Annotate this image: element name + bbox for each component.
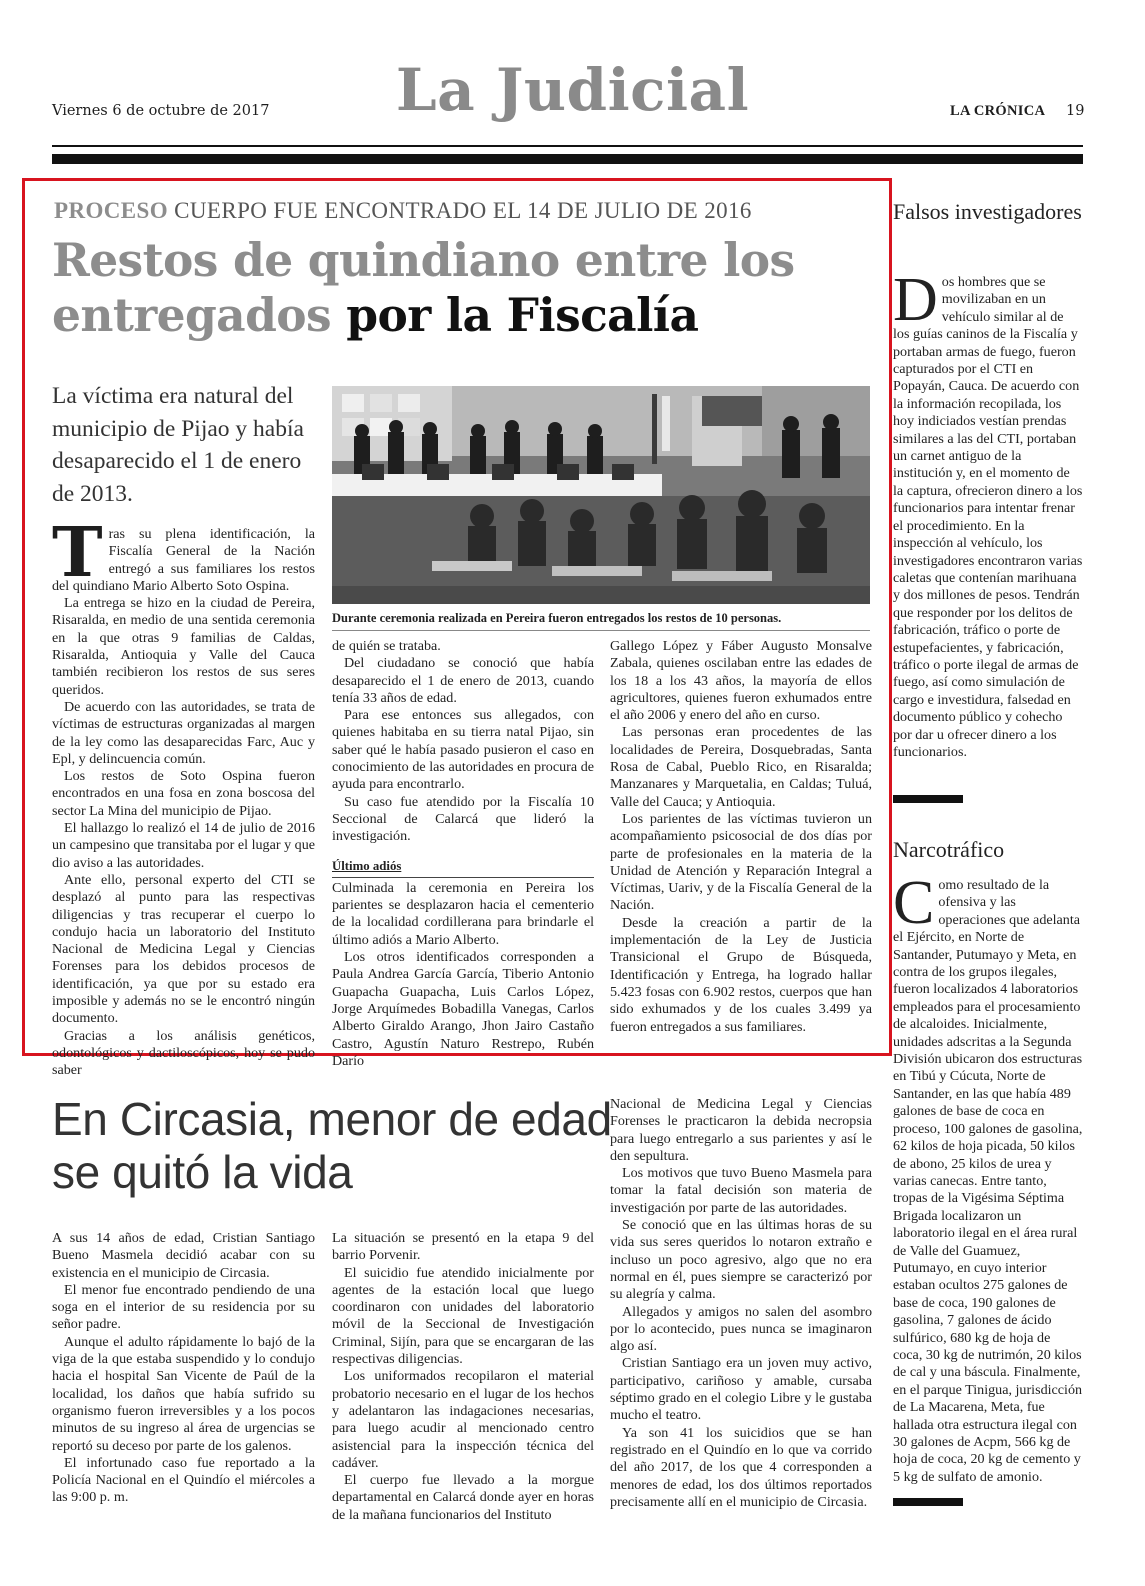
- story-paragraph: Allegados y amigos no salen del asombro por lo acontecido, pues nunca se imaginaron algo así.: [610, 1303, 872, 1355]
- story-paragraph: Ya son 41 los suicidios que se han registrado en el Quindío en lo que va corrido del año 2017, de los que 4 corresponden a menores de edad, los dos últimos reportados precisamente allí en el municipio de Circasia.: [610, 1424, 872, 1510]
- story-paragraph: Del ciudadano se conoció que había desaparecido el 1 de enero de 2013, cuando tenía 33 años de edad.: [332, 655, 594, 706]
- sidebar-end-rule: [893, 1498, 963, 1506]
- story-paragraph: De acuerdo con las autoridades, se trata de víctimas de estructuras organizadas al margen de la ley como las desaparecidas Farc, Auc y Epl, y delincuencia común.: [52, 698, 315, 767]
- subhead-rule: [332, 877, 594, 878]
- edition-date: Viernes 6 de octubre de 2017: [52, 103, 270, 119]
- story-paragraph: La situación se presentó en la etapa 9 del barrio Porvenir.: [332, 1230, 594, 1264]
- ceremony-photo-illustration: [332, 386, 870, 604]
- story-paragraph: Se conoció que en las últimas horas de su vida sus seres queridos lo notaron extraño e incluso un poco agresivo, algo que no era normal en él, pues siempre se caracterizó por su alegría y calma.: [610, 1217, 872, 1303]
- paragraph-text: ras su plena identificación, la Fiscalía General de la Nación entregó a sus familiares los restos del quindiano Mario Alberto Soto Ospina.: [52, 526, 315, 594]
- second-story-column-3: [610, 1096, 872, 1511]
- story-paragraph: Gracias a los análisis genéticos, odontológicos y dactiloscópicos, hoy se pudo saber: [52, 1027, 315, 1079]
- sidebar-story-text: os hombres que se movilizaban en un vehículo similar al de los guías caninos de la Fiscalía y portaban armas de fuego, fueron capturados por el CTI en Popayán, Cauca. De acuerdo con la información recopilada, los hoy indiciados vestían prendas similares a las del CTI, portaban un carnet antiguo de la institución y, en el momento de la captura, ofrecieron dinero a los funcionarios para intentar frenar el procedimiento. En la inspección al vehículo, los investigadores encontraron varias caletas que contenían marihuana y dos millones de pesos. Tendrán que responder por los delitos de fabricación, tráfico o porte de estupefacientes, y fabricación, tráfico o porte ilegal de armas de fuego, así como simulación de cargo e investidura, falsedad en documento público y cohecho por dar u ofrecer dinero a los funcionarios.: [893, 274, 1083, 760]
- caption-rule: [332, 630, 870, 631]
- story-paragraph: Aunque el adulto rápidamente lo bajó de la viga de la que estaba suspendido y lo condujo hacia el hospital San Vicente de Paúl de la localidad, los daños que había sufrido su organismo fueron irreversibles y a los pocos minutos de su ingreso al área de urgencias se reportó su deceso por parte de los galenos.: [52, 1333, 315, 1454]
- story-paragraph: Los parientes de las víctimas tuvieron un acompañamiento psicosocial de dos días por parte de profesionales en la materia de la Unidad de Atención y Reparación Integral a Víctimas, Uariv, y de la Fiscalía General de la Nación.: [610, 810, 872, 914]
- headline-gray-part: Restos de quindiano entre los entregados: [52, 233, 795, 342]
- kicker-label: PROCESO: [54, 198, 168, 223]
- story-paragraph: El hallazgo lo realizó el 14 de julio de 2016 un campesino que transitaba por el lugar y que dio aviso a las autoridades.: [52, 820, 315, 871]
- sidebar-heading-falsos-investigadores: Falsos investigadores: [893, 199, 1082, 224]
- story-paragraph: La entrega se hizo en la ciudad de Pereira, Risaralda, en medio de una sentida ceremonia en la que otras 9 familias de Caldas, Risaralda, Antioquia y Valle del Cauca también recibieron los restos de sus seres queridos.: [52, 595, 315, 698]
- drop-cap: T: [52, 513, 103, 593]
- sidebar-divider: [893, 795, 963, 803]
- masthead-rule-thick: [52, 154, 1083, 164]
- subhead-ultimo-adios: Último adiós: [332, 858, 402, 873]
- sidebar-story-text: omo resultado de la ofensiva y las operaciones que adelanta el Ejército, en Norte de Santander, Putumayo y Meta, en contra de los grupos ilegales, fueron localizados 4 laboratorios empleados para el procesamiento de alcaloides. Inicialmente, unidades adscritas a la Segunda División ubicaron dos estructuras en Tibú y Cúcuta, Norte de Santander, en las que había 489 galones de base de coca en proceso, 100 galones de gasolina, 62 kilos de hoja picada, 50 kilos de abono, 25 kilos de urea y varias canecas. Entre tanto, tropas de la Vigésima Séptima Brigada localizaron un laboratorio ilegal en el área rural de Valle del Guamuez, Putumayo, en cuyo interior estaban ocultos 275 galones de base de coca, 190 galones de gasolina, 7 galones de ácido sulfúrico, 680 kg de hoja de coca, 30 kg de nutrimón, 20 kilos de cal y una báscula. Finalmente, en el parque Tinigua, jurisdicción de La Macarena, Meta, fue hallada otra estructura ilegal con 30 galones de Acpm, 566 kg de hoja de coca, 20 kg de cemento y 5 kg de sulfato de amonio.: [893, 877, 1083, 1485]
- headline-dark-part: por la Fiscalía: [346, 288, 699, 342]
- story-paragraph: El cuerpo fue llevado a la morgue departamental en Calarcá donde ayer en horas de la mañana funcionarios del Instituto: [332, 1472, 594, 1523]
- main-story-column-1: [52, 513, 315, 1080]
- story-paragraph: A sus 14 años de edad, Cristian Santiago Bueno Masmela decidió acabar con su existencia en el municipio de Circasia.: [52, 1230, 315, 1281]
- story-paragraph: El suicidio fue atendido inicialmente por agentes de la estación local que luego coordinaron con unidades del laboratorio móvil de la Seccional de Investigación Criminal, Sijín, para que se encargaran de las respectivas diligencias.: [332, 1264, 594, 1368]
- drop-cap: C: [893, 869, 935, 937]
- ceremony-photo: [332, 386, 870, 604]
- main-story-column-3: [610, 638, 872, 1036]
- story-paragraph: El menor fue encontrado pendiendo de una soga en el interior de su residencia por su señor padre.: [52, 1281, 315, 1333]
- story-paragraph: El infortunado caso fue reportado a la Policía Nacional en el Quindío el miércoles a las 9:00 p. m.: [52, 1454, 315, 1506]
- masthead-rule-thin: [52, 145, 1083, 147]
- story-paragraph: Los restos de Soto Ospina fueron encontrados en una fosa en zona boscosa del sector La Mina del municipio de Pijao.: [52, 768, 315, 819]
- story-dek: La víctima era natural del municipio de Pijao y había desaparecido el 1 de enero de 2013.: [52, 383, 304, 507]
- main-story-column-2: [332, 638, 594, 1070]
- drop-cap: D: [893, 266, 938, 334]
- second-story-column-2: [332, 1230, 594, 1524]
- sidebar-story-1: [893, 266, 1083, 761]
- story-paragraph: Los motivos que tuvo Bueno Masmela para tomar la fatal decisión son materia de investigación por parte de las autoridades.: [610, 1165, 872, 1216]
- story-paragraph: Nacional de Medicina Legal y Ciencias Forenses le practicaron la debida necropsia para luego entregarlo a sus parientes y así le den sepultura.: [610, 1096, 872, 1164]
- story-paragraph: Los otros identificados corresponden a Paula Andrea García García, Tiberio Antonio Guapacha Guapacha, Luis Carlos López, Jorge Arquímedes Bobadilla Vanegas, Carlos Alberto Giraldo Arango, Jhon Jairo Castaño Castro, Agustín Naturo Restrepo, Rubén Darío: [332, 949, 594, 1069]
- story-paragraph: Para ese entonces sus allegados, con quienes habitaba en su tierra natal Pijao, sin saber qué le había pasado pusieron el caso en conocimiento de las autoridades en procura de ayuda para encontrarlo.: [332, 707, 594, 793]
- story-paragraph: Cristian Santiago era un joven muy activo, participativo, cariñoso y amable, cursaba séptimo grado en el colegio Libre y le gustaba mucho el teatro.: [610, 1355, 872, 1424]
- story-paragraph: Culminada la ceremonia en Pereira los parientes se desplazaron hacia el cementerio de la localidad cordillerana para brindarle el último adiós a Mario Alberto.: [332, 879, 594, 948]
- second-headline: En Circasia, menor de edad se quitó la vida: [52, 1093, 612, 1198]
- story-paragraph: Las personas eran procedentes de las localidades de Pereira, Dosquebradas, Santa Rosa de Cabal, Pueblo Rico, en Risaralda; Manzanares y Marquetalia, en Caldas; Tuluá, Valle del Cauca; y Antioquia.: [610, 724, 872, 810]
- photo-caption: Durante ceremonia realizada en Pereira fueron entregados los restos de 10 personas.: [332, 611, 782, 625]
- story-kicker: [54, 198, 752, 224]
- story-paragraph: Su caso fue atendido por la Fiscalía 10 Seccional de Calarcá que lideró la investigación.: [332, 793, 594, 845]
- main-headline: [52, 233, 882, 343]
- section-title: La Judicial: [395, 56, 750, 124]
- story-paragraph: de quién se trataba.: [332, 638, 441, 654]
- story-paragraph: Desde la creación a partir de la implementación de la Ley de Justicia Transicional el Grupo de Búsqueda, Identificación y Entrega, ha logrado hallar 5.423 fosas con 6.902 restos, cuerpos que han sido exhumados y de los cuales 3.499 ya fueron entregados a sus familiares.: [610, 914, 872, 1035]
- story-paragraph: [52, 513, 315, 595]
- story-paragraph: Ante ello, personal experto del CTI se desplazó al punto para las respectivas diligencias y tras recuperar el cuerpo lo condujo hacia un laboratorio del Instituto Nacional de Medicina Legal y Ciencias Forenses para los debidos procesos de identificación, ya que por su estado era imposible y además no se le encontró ningún documento.: [52, 871, 315, 1027]
- page-number: 19: [1066, 103, 1085, 119]
- second-story-column-1: [52, 1230, 315, 1507]
- story-paragraph: Gallego López y Fáber Augusto Monsalve Zabala, quienes oscilaban entre las edades de los 18 a los 43 años, la mayoría de ellos agricultores, quienes fueron exhumados entre el año 2006 y enero del año en curso.: [610, 638, 872, 724]
- newspaper-name: LA CRÓNICA: [950, 103, 1046, 119]
- kicker-text: CUERPO FUE ENCONTRADO EL 14 DE JULIO DE 2016: [174, 198, 752, 223]
- sidebar-heading-narcotrafico: Narcotráfico: [893, 837, 1005, 862]
- sidebar-story-2: [893, 869, 1083, 1486]
- story-paragraph: Los uniformados recopilaron el material probatorio necesario en el lugar de los hechos y adelantaron las indagaciones necesarias, para luego acudir al mencionado centro asistencial para la inspección técnica del cadáver.: [332, 1368, 594, 1471]
